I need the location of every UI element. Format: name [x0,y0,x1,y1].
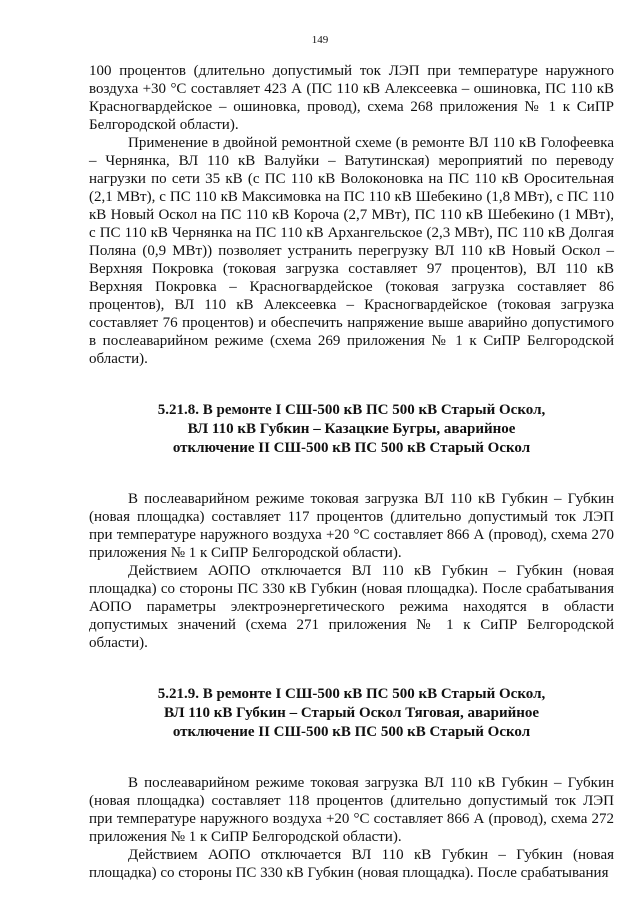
heading-line: отключение II СШ-500 кВ ПС 500 кВ Старый Оскол [172,440,531,456]
section-heading-5-21-9 [89,685,614,742]
section-heading-5-21-8 [89,401,614,458]
heading-line: отключение II СШ-500 кВ ПС 500 кВ Старый Оскол [172,724,531,740]
heading-line: ВЛ 110 кВ Губкин – Старый Оскол Тяговая, аварийное [163,705,540,721]
paragraph: В послеаварийном режиме токовая загрузка ВЛ 110 кВ Губкин – Губкин (новая площадка) составляет 117 процентов (длительно допустимый ток ЛЭП при температуре наружного воздуха +20 °С составляет 866 А (провод), схема 270 приложения № 1 к СиПР Белгородской области). [89,491,614,561]
paragraph: Применение в двойной ремонтной схеме (в ремонте ВЛ 110 кВ Голофеевка – Чернянка, ВЛ 110 кВ Валуйки – Ватутинская) мероприятий по переводу нагрузки по сети 35 кВ (с ПС 110 кВ Волоконовка на ПС 110 кВ Оросительная (2,1 МВт), с ПС 110 кВ Максимовка на ПС 110 кВ Шебекино (1,8 МВт), с ПС 110 кВ Новый Оскол на ПС 110 кВ Короча (2,7 МВт), ПС 110 кВ Шебекино (1 МВт), с ПС 110 кВ Чернянка на ПС 110 кВ Архангельское (2,3 МВт), ПС 110 кВ Долгая Поляна (0,9 МВт)) позволяет устранить перегрузку ВЛ 110 кВ Новый Оскол – Верхняя Покровка (токовая загрузка составляет 97 процентов), ВЛ 110 кВ Верхняя Покровка – Красногвардейское (токовая загрузка составляет 86 процентов), ВЛ 110 кВ Алексеевка – Красногвардейское (токовая загрузка составляет 76 процентов) и обеспечить напряжение выше аварийно допустимого в послеаварийном режиме (схема 269 приложения № 1 к СиПР Белгородской области). [89,135,614,367]
document-body [89,62,614,882]
heading-line: 5.21.8. В ремонте I СШ-500 кВ ПС 500 кВ Старый Оскол, [157,402,546,418]
heading-line: ВЛ 110 кВ Губкин – Казацкие Бугры, аварийное [187,421,516,437]
paragraph: Действием АОПО отключается ВЛ 110 кВ Губкин – Губкин (новая площадка) со стороны ПС 330 кВ Губкин (новая площадка). После срабатывания [89,847,614,881]
paragraph: В послеаварийном режиме токовая загрузка ВЛ 110 кВ Губкин – Губкин (новая площадка) составляет 118 процентов (длительно допустимый ток ЛЭП при температуре наружного воздуха +20 °С составляет 866 А (провод), схема 272 приложения № 1 к СиПР Белгородской области). [89,775,614,845]
paragraph: Действием АОПО отключается ВЛ 110 кВ Губкин – Губкин (новая площадка) со стороны ПС 330 кВ Губкин (новая площадка). После срабатывания АОПО параметры электроэнергетического режима находятся в области допустимых значений (схема 271 приложения № 1 к СиПР Белгородской области). [89,563,614,651]
paragraph: 100 процентов (длительно допустимый ток ЛЭП при температуре наружного воздуха +30 °С составляет 423 А (ПС 110 кВ Алексеевка – ошиновка, ПС 110 кВ Красногвардейское – ошиновка, провод), схема 268 приложения № 1 к СиПР Белгородской области). [89,63,614,133]
page-number: 149 [311,34,329,46]
heading-line: 5.21.9. В ремонте I СШ-500 кВ ПС 500 кВ Старый Оскол, [157,686,546,702]
